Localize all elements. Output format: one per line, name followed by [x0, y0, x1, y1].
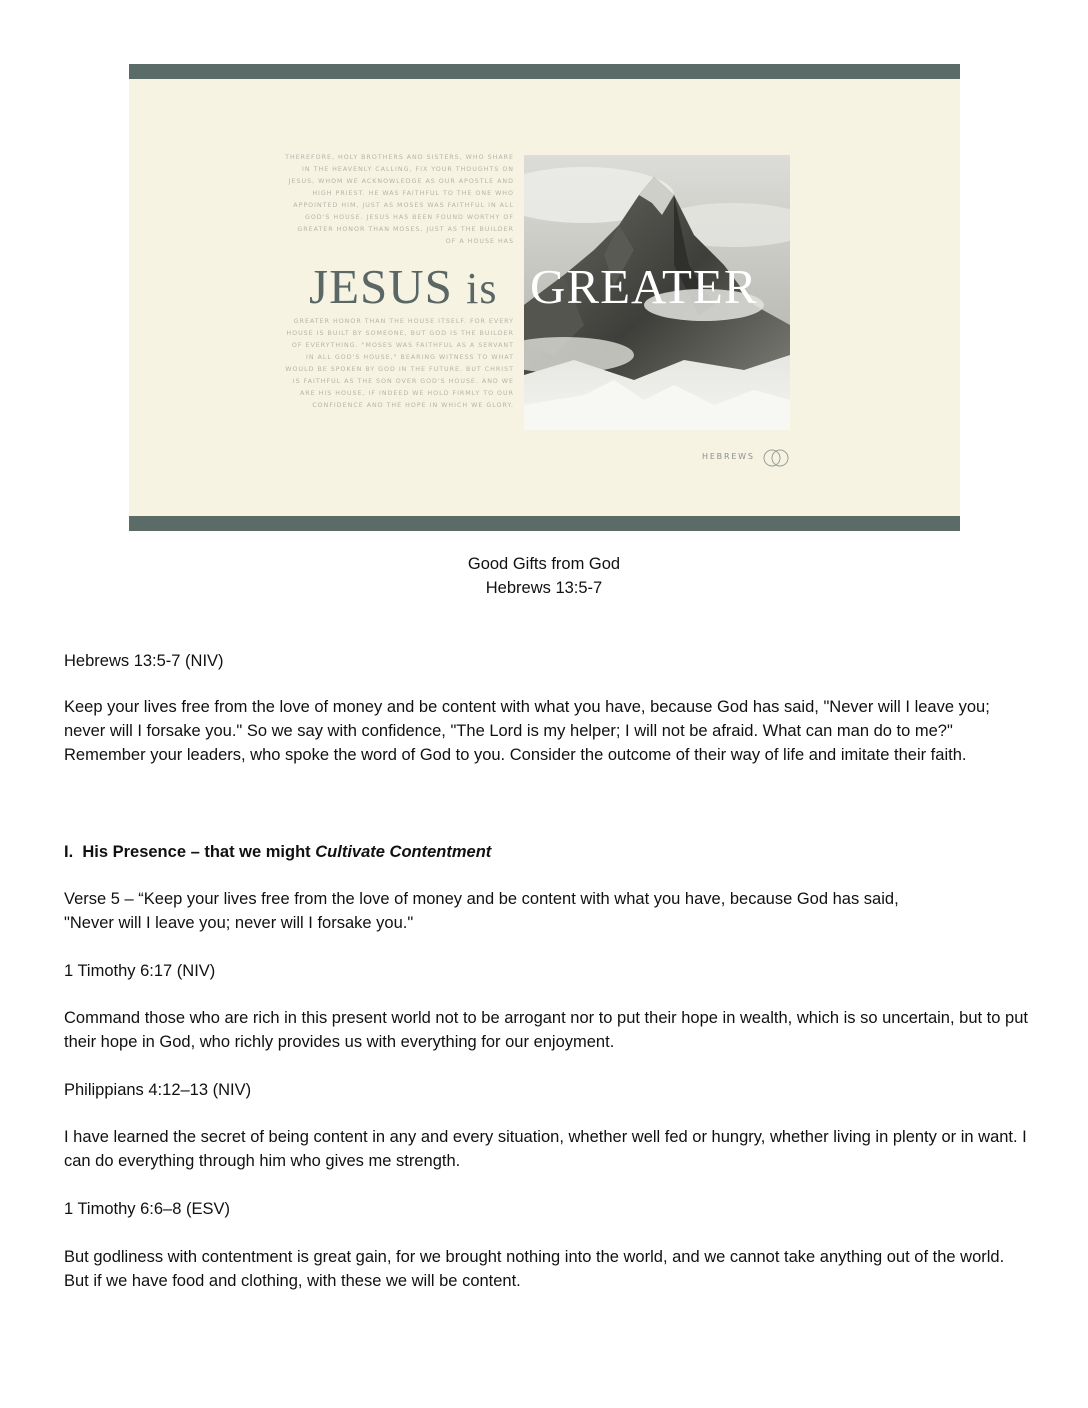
- scripture-reference: Philippians 4:12–13 (NIV): [64, 1081, 252, 1099]
- scripture-reference: 1 Timothy 6:17 (NIV): [64, 962, 216, 980]
- banner-top-band: [129, 64, 960, 79]
- scripture-text: Command those who are rich in this present world not to be arrogant nor to put their hope in wealth, which is so uncertain, but to put their hope in God, who richly provides us with everything for our enjoyment.: [64, 1009, 1028, 1051]
- passage-text: Keep your lives free from the love of money and be content with what you have, because God has said, "Never will I leave you; never will I forsake you." So we say with confidence, "The Lord is my helper; I will not be afraid. What can man do to me?" Remember your leaders, who spoke the word of God to you. Consider the outcome of their way of life and imitate their faith.: [64, 698, 990, 764]
- sermon-title: Good Gifts from God: [467, 555, 621, 573]
- scripture-reference: 1 Timothy 6:6–8 (ESV): [64, 1200, 230, 1218]
- banner-quote-bottom: GREATER HONOR THAN THE HOUSE ITSELF. FOR EVERY HOUSE IS BUILT BY SOMEONE, BUT GOD IS THE BUILDER OF EVERYTHING. "MOSES WAS FAITHFUL AS A SERVANT IN ALL GOD'S HOUSE," BEARING WITNESS TO WHAT WOULD BE SPOKEN BY GOD IN THE FUTURE. BUT CHRIST IS FAITHFUL AS THE SON OVER GOD'S HOUSE. AND WE ARE HIS HOUSE, IF INDEED WE HOLD FIRMLY TO OUR CONFIDENCE AND THE HOPE IN WHICH WE GLORY.: [285, 318, 514, 409]
- verse-quote-line-2: "Never will I leave you; never will I forsake you.": [64, 914, 414, 932]
- verse-quote-line-1: Verse 5 – “Keep your lives free from the love of money and be content with what you have, because God has said,: [64, 890, 899, 908]
- point-heading: I. His Presence – that we might Cultivate Contentment: [64, 843, 492, 861]
- banner-title-greater: GREATER: [530, 259, 758, 314]
- passage-reference: Hebrews 13:5-7 (NIV): [64, 652, 224, 670]
- sermon-banner: [129, 64, 960, 531]
- rings-logo-icon: [762, 449, 792, 467]
- banner-bottom-band: [129, 516, 960, 531]
- banner-title-jesus: JESUS is: [309, 259, 498, 314]
- banner-book-label: HEBREWS: [702, 452, 755, 461]
- scripture-text: But godliness with contentment is great gain, for we brought nothing into the world, and we cannot take anything out of the world. But if we have food and clothing, with these we will be content.: [64, 1248, 1005, 1290]
- verse-quote: [64, 887, 1029, 935]
- banner-quote-top: THEREFORE, HOLY BROTHERS AND SISTERS, WHO SHARE IN THE HEAVENLY CALLING, FIX YOUR THOUGHTS ON JESUS, WHOM WE ACKNOWLEDGE AS OUR APOSTLE AND HIGH PRIEST. HE WAS FAITHFUL TO THE ONE WHO APPOINTED HIM, JUST AS MOSES WAS FAITHFUL IN ALL GOD'S HOUSE. JESUS HAS BEEN FOUND WORTHY OF GREATER HONOR THAN MOSES, JUST AS THE BUILDER OF A HOUSE HAS: [285, 154, 514, 245]
- scripture-text: I have learned the secret of being content in any and every situation, whether well fed or hungry, whether living in plenty or in want. I can do everything through him who gives me strength.: [64, 1128, 1027, 1170]
- sermon-reference: Hebrews 13:5-7: [485, 579, 603, 597]
